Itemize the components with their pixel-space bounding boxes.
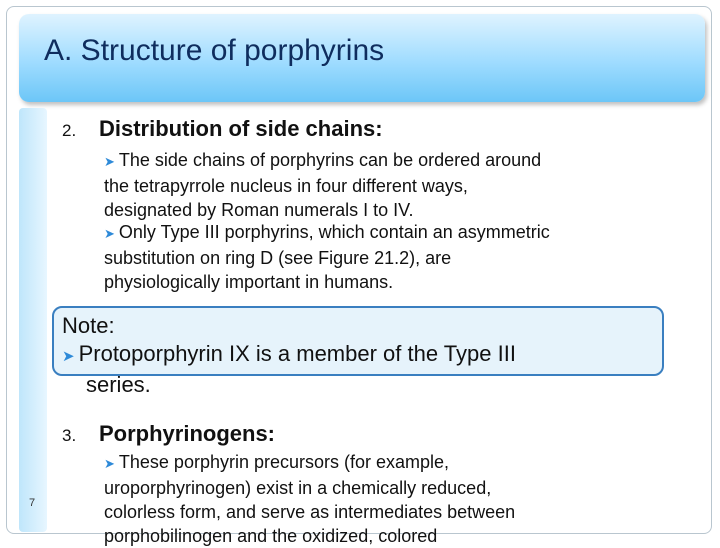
section-3-number: 3.: [62, 426, 77, 445]
bullet-text: substitution on ring D (see Figure 21.2), are: [104, 248, 452, 268]
bullet-line: [104, 524, 515, 548]
bullet-line: [104, 198, 541, 222]
note-line: [62, 371, 516, 399]
note-line: [62, 340, 516, 371]
bullet-line: [104, 174, 541, 198]
bullet-line: [104, 148, 541, 174]
slide-title: A. Structure of porphyrins: [44, 34, 385, 67]
page-number: 7: [29, 497, 36, 509]
section-3-bullet-1: [104, 450, 515, 548]
section-3-heading-row: [62, 421, 275, 447]
bullet-text: the tetrapyrrole nucleus in four different ways,: [104, 176, 468, 196]
bullet-line: [104, 220, 550, 246]
note-label: Note:: [62, 313, 115, 338]
section-2-number: 2.: [62, 121, 77, 140]
bullet-line: [104, 270, 550, 294]
section-2-heading-row: [62, 116, 383, 142]
arrow-bullet-icon: ➤: [104, 154, 115, 169]
note-content: [62, 312, 516, 399]
section-2-heading: Distribution of side chains:: [99, 116, 383, 141]
arrow-bullet-icon: ➤: [104, 226, 115, 241]
left-accent-bar: [19, 108, 47, 532]
bullet-text: Only Type III porphyrins, which contain an asymmetric: [118, 222, 550, 242]
arrow-bullet-icon: ➤: [62, 348, 75, 365]
bullet-text: uroporphyrinogen) exist in a chemically reduced,: [104, 478, 492, 498]
bullet-line: [104, 476, 515, 500]
section-2-bullet-1: [104, 148, 541, 222]
note-text: series.: [86, 372, 151, 397]
section-2-bullet-2: [104, 220, 550, 294]
section-3-heading: Porphyrinogens:: [99, 421, 276, 446]
bullet-line: [104, 500, 515, 524]
bullet-line: [104, 450, 515, 476]
bullet-text: porphobilinogen and the oxidized, colored: [104, 526, 438, 546]
note-text: Protoporphyrin IX is a member of the Type III: [78, 341, 516, 366]
bullet-text: physiologically important in humans.: [104, 272, 394, 292]
bullet-text: colorless form, and serve as intermediates between: [104, 502, 516, 522]
bullet-text: The side chains of porphyrins can be ordered around: [118, 150, 542, 170]
arrow-bullet-icon: ➤: [104, 456, 115, 471]
bullet-line: [104, 246, 550, 270]
bullet-text: These porphyrin precursors (for example,: [118, 452, 450, 472]
bullet-text: designated by Roman numerals I to IV.: [104, 200, 414, 220]
